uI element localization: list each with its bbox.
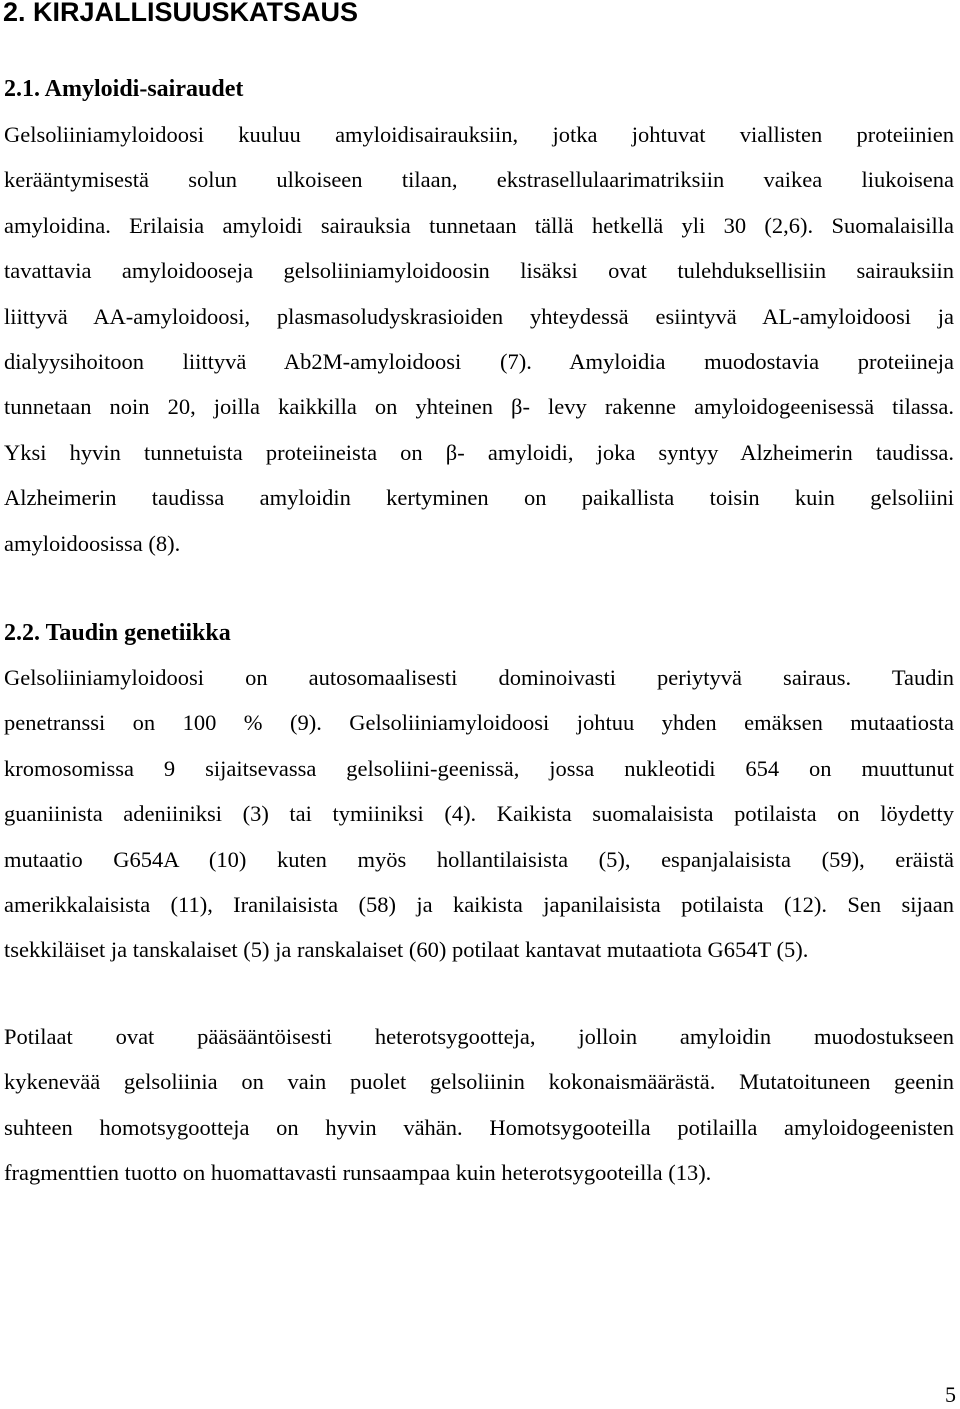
text-line: suhteen homotsygootteja on hyvin vähän. Homotsygooteilla potilailla amyloidogeenisten [4, 1114, 954, 1140]
text-line: Potilaat ovat pääsääntöisesti heterotsygootteja, jolloin amyloidin muodostukseen [4, 1024, 954, 1049]
paragraph-amyloid-diseases [4, 112, 954, 566]
text-line: fragmenttien tuotto on huomattavasti runsaampaa kuin heterotsygooteilla (13). [4, 1160, 712, 1186]
text-line: mutaatio G654A (10) kuten myös hollantilaisista (5), espanjalaisista (59), eräistä [4, 846, 954, 872]
section-heading-amyloid-diseases: 2.1. Amyloidi-sairaudet [4, 76, 244, 102]
paragraph-disease-genetics [4, 655, 954, 973]
paragraph-heterozygotes [4, 1014, 954, 1196]
text-line: tsekkiläiset ja tanskalaiset (5) ja ranskalaiset (60) potilaat kantavat mutaatiota G654T (5). [4, 937, 809, 963]
page-number: 5 [945, 1382, 956, 1407]
text-line: Gelsoliiniamyloidoosi on autosomaalisesti dominoivasti periytyvä sairaus. Taudin [4, 665, 954, 690]
text-line: kromosomissa 9 sijaitsevassa gelsoliini-geenissä, jossa nukleotidi 654 on muuttunut [4, 755, 954, 781]
text-line: dialyysihoitoon liittyvä Ab2M-amyloidoosi (7). Amyloidia muodostavia proteiineja [4, 348, 954, 374]
text-line: amyloidoosissa (8). [4, 530, 181, 556]
text-line: Gelsoliiniamyloidoosi kuuluu amyloidisairauksiin, jotka johtuvat viallisten proteiinien [4, 122, 954, 147]
text-line: guaniinista adeniiniksi (3) tai tymiiniksi (4). Kaikista suomalaisista potilaista on löydetty [4, 801, 954, 827]
text-line: tavattavia amyloidooseja gelsoliiniamyloidoosin lisäksi ovat tulehduksellisiin sairauksiin [4, 258, 954, 284]
text-line: liittyvä AA-amyloidoosi, plasmasoludyskrasioiden yhteydessä esiintyvä AL-amyloidoosi ja [4, 303, 954, 329]
section-heading-disease-genetics: 2.2. Taudin genetiikka [4, 620, 231, 646]
text-line: Yksi hyvin tunnetuista proteiineista on β- amyloidi, joka syntyy Alzheimerin taudissa. [4, 439, 954, 465]
text-line: Alzheimerin taudissa amyloidin kertyminen on paikallista toisin kuin gelsoliini [4, 485, 954, 511]
text-line: tunnetaan noin 20, joilla kaikkilla on yhteinen β- levy rakenne amyloidogeenisessä tilassa. [4, 394, 954, 420]
text-line: kerääntymisestä solun ulkoiseen tilaan, ekstrasellulaarimatriksiin vaikea liukoisena [4, 167, 954, 193]
chapter-title: 2. KIRJALLISUUSKATSAUS [3, 0, 359, 27]
text-line: kykenevää gelsoliinia on vain puolet gelsoliinin kokonaismäärästä. Mutatoituneen geenin [4, 1069, 954, 1095]
text-line: amyloidina. Erilaisia amyloidi sairauksia tunnetaan tällä hetkellä yli 30 (2,6). Suomalaisilla [4, 212, 954, 238]
text-line: amerikkalaisista (11), Iranilaisista (58) ja kaikista japanilaisista potilaista (12). Sen sijaan [4, 891, 954, 917]
text-line: penetranssi on 100 % (9). Gelsoliiniamyloidoosi johtuu yhden emäksen mutaatiosta [4, 710, 954, 736]
